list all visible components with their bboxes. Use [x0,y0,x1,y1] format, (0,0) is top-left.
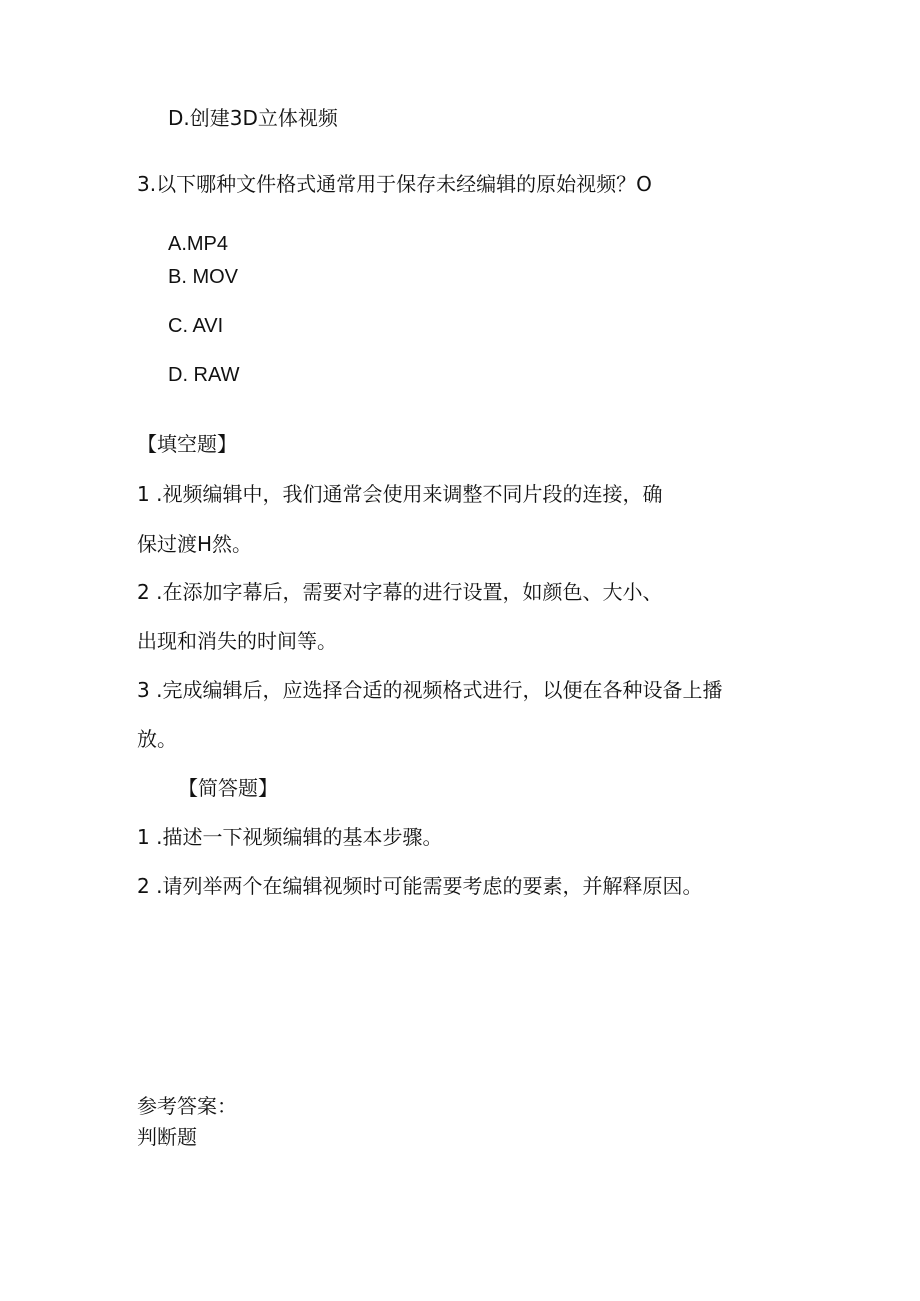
q3-option-c: C. AVI [168,315,224,337]
q2-option-d: D.创建3D立体视频 [168,106,338,130]
q3-option-b: B. MOV [168,266,239,288]
q3-option-a: A.MP4 [168,233,229,255]
short-answer-item-2: 2 .请列举两个在编辑视频时可能需要考虑的要素，并解释原因。 [137,874,703,898]
fill-blank-item-2: 2 .在添加字幕后，需要对字幕的进行设置，如颜色、大小、 [137,580,663,604]
short-answer-heading: 【简答题】 [178,776,278,800]
fill-blank-item-3: 3 .完成编辑后，应选择合适的视频格式进行，以便在各种设备上播 [137,678,723,702]
short-answer-item-1: 1 .描述一下视频编辑的基本步骤。 [137,825,443,849]
fill-blank-item-2-cont: 出现和消失的时间等。 [137,629,337,653]
fill-blank-item-1: 1 .视频编辑中，我们通常会使用来调整不同片段的连接，确 [137,482,663,506]
answers-section-title: 判断题 [137,1125,197,1149]
fill-blank-item-1-cont: 保过渡H然。 [137,532,253,556]
fill-blank-heading: 【填空题】 [137,432,237,456]
q3-question: 3.以下哪种文件格式通常用于保存未经编辑的原始视频？O [137,172,652,196]
fill-blank-item-3-cont: 放。 [137,727,177,751]
answers-heading: 参考答案： [137,1094,237,1118]
q3-option-d: D. RAW [168,364,240,386]
